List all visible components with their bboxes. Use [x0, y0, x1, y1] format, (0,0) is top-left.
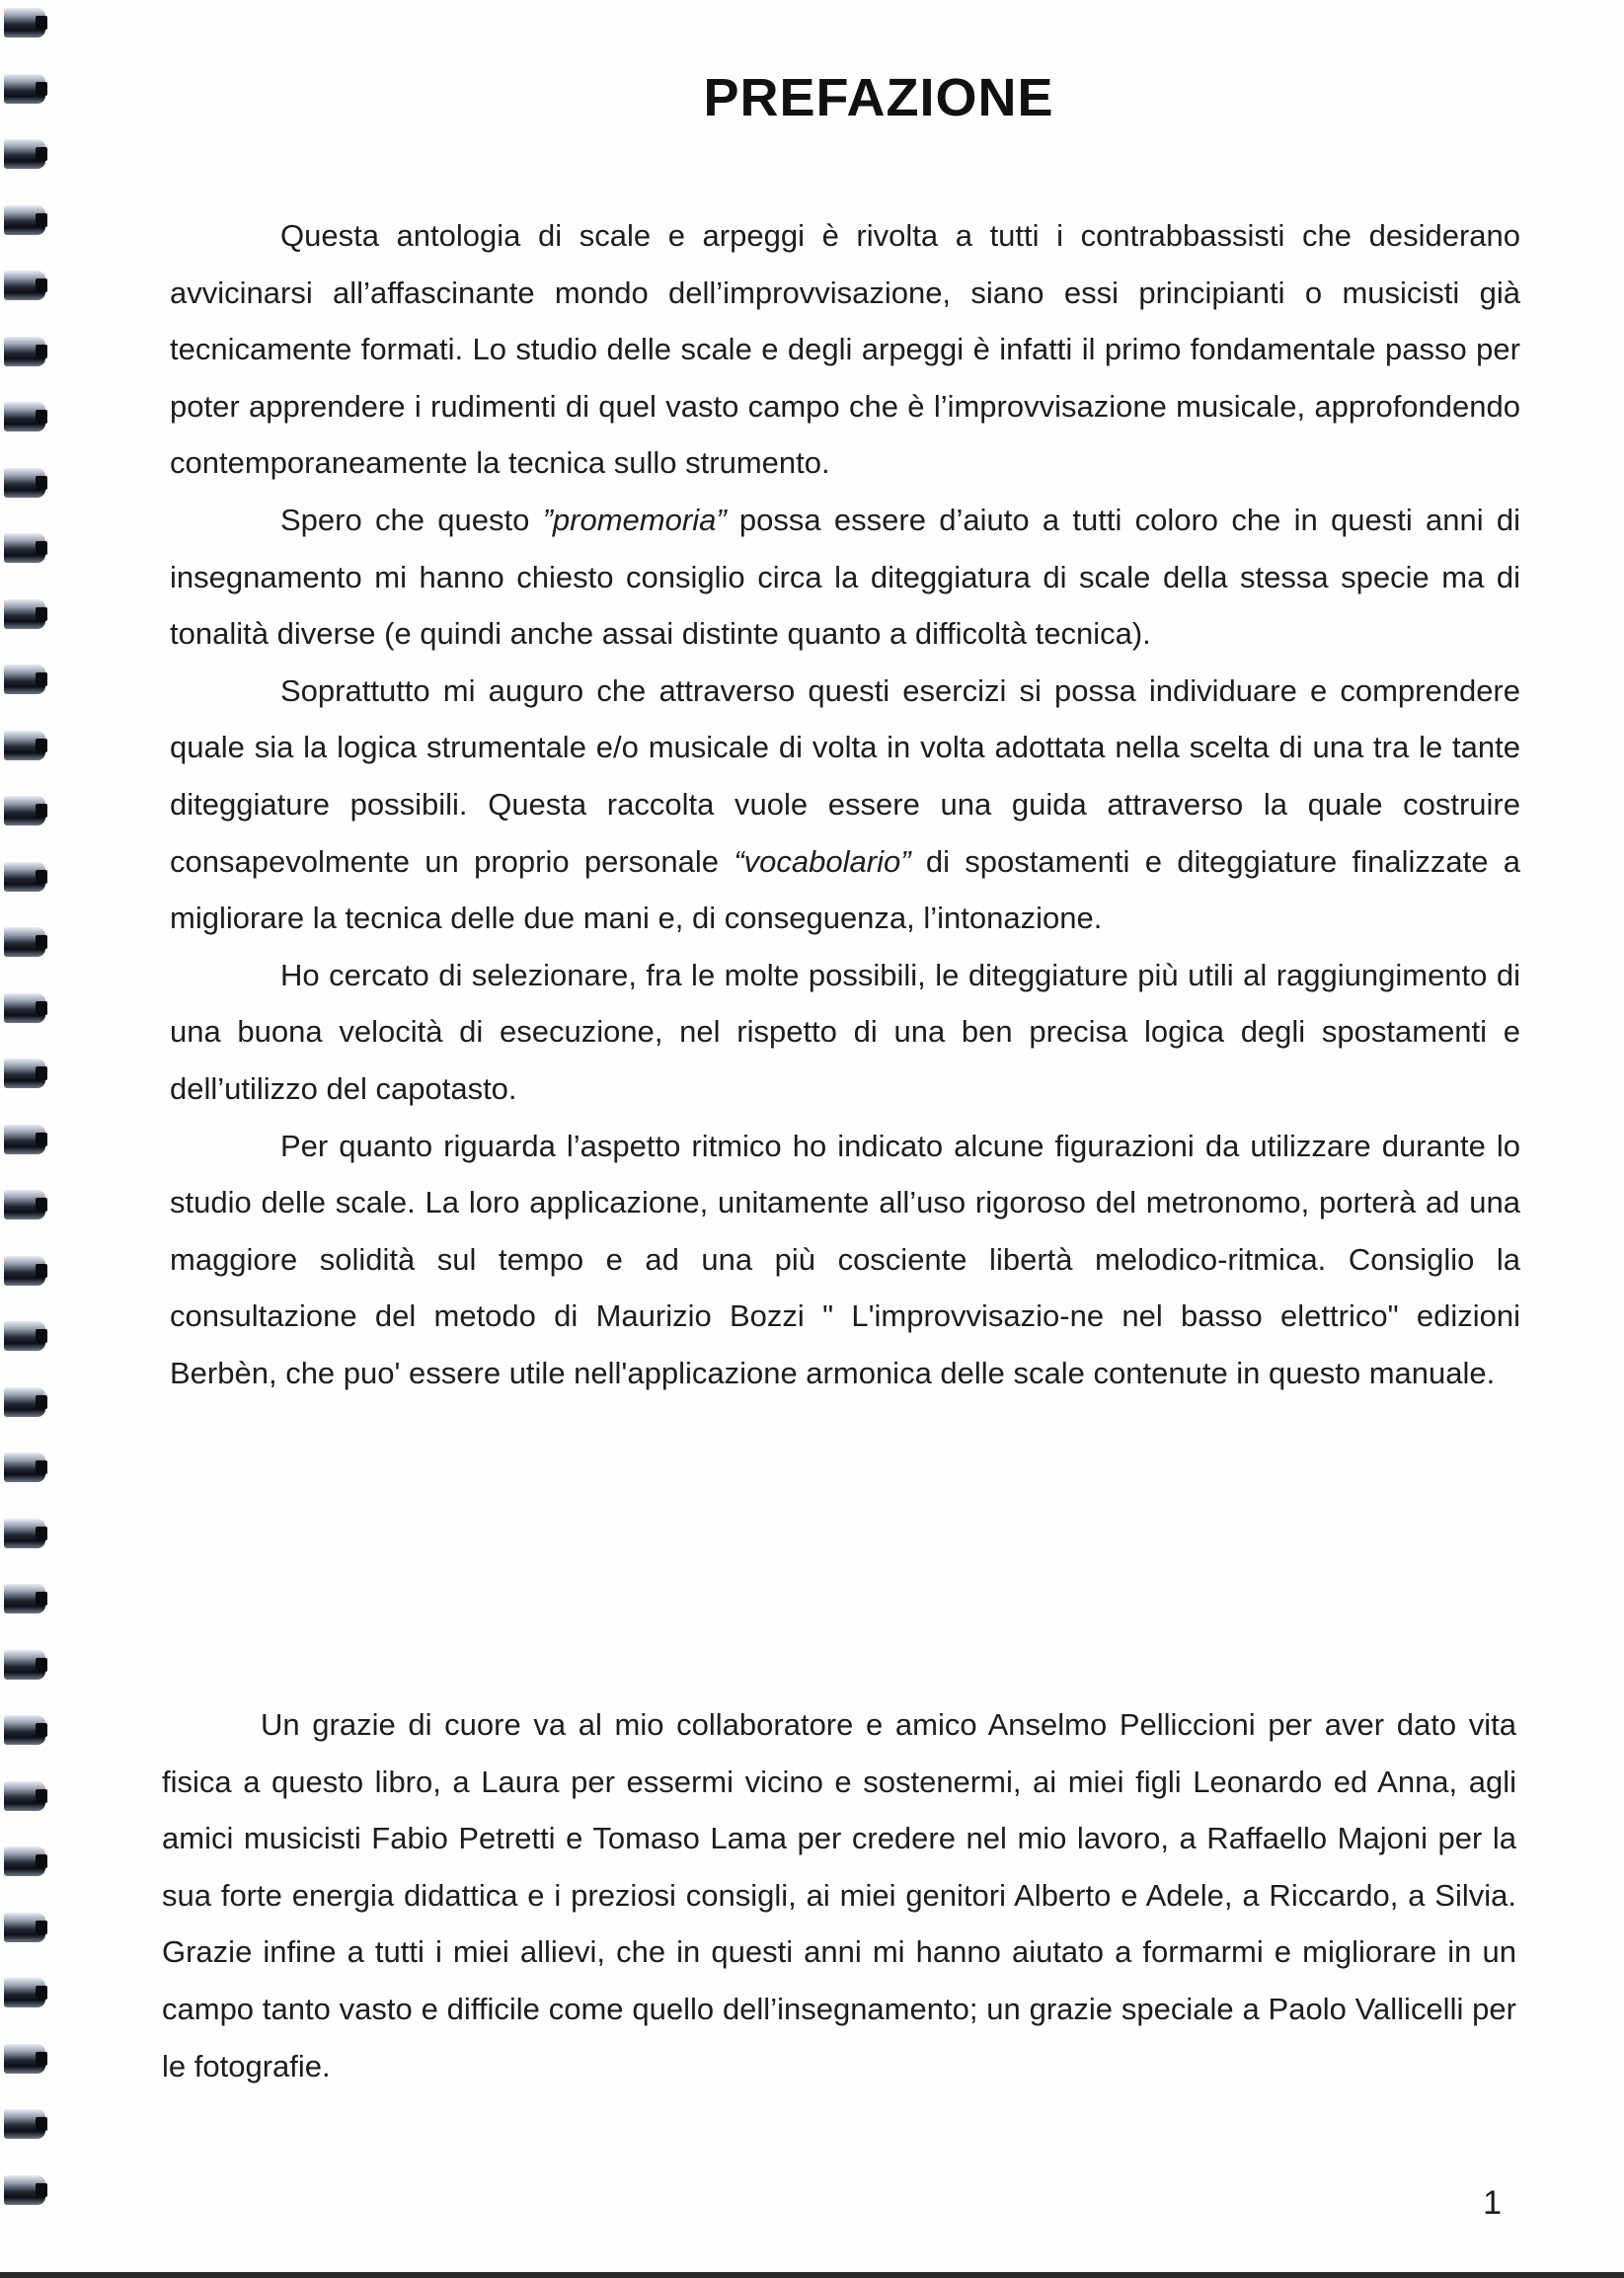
binding-ring	[4, 8, 45, 38]
binding-ring	[4, 927, 45, 957]
binding-ring	[4, 1584, 45, 1613]
binding-ring	[4, 205, 45, 235]
paragraph-2-end: possa essere d’aiuto a tutti coloro che in questi anni di insegnamento mi hanno chiesto consiglio circa la diteggiatura di scale della stessa specie ma di tonalità diverse (e quindi anche assai distinte quanto a difficoltà tecnica).	[170, 502, 1520, 652]
paragraph-5: Per quanto riguarda l’aspetto ritmico ho indicato alcune figurazioni da utilizzare durante lo studio delle scale. La loro applicazione, unitamente all’uso rigoroso del metronomo, porterà ad una maggiore solidità sul tempo e ad una più cosciente libertà melodico-ritmica. Consiglio la consultazione del metodo di Maurizio Bozzi " L'improvvisazio-ne nel basso elettrico" edizioni Berbèn, che puo' essere utile nell'applicazione armonica delle scale contenute in questo manuale.	[170, 1128, 1520, 1390]
binding-ring	[4, 2109, 45, 2139]
binding-ring	[4, 1715, 45, 1745]
binding-ring	[4, 139, 45, 169]
binding-ring	[4, 1978, 45, 2007]
paragraph-2-start: Spero che questo	[280, 502, 543, 537]
paragraph-3-start: Soprattutto mi auguro che attraverso questi esercizi si possa individuare e comprendere quale sia la logica strumentale e/o musicale di volta in volta adottata nella scelta di una tra le tante diteggiature possibili. Questa raccolta vuole essere una guida attraverso la quale costruire consapevolmente un proprio personale	[170, 672, 1520, 879]
binding-ring	[4, 468, 45, 498]
paragraph-2-emphasis: ”promemoria”	[542, 502, 727, 537]
binding-ring	[4, 862, 45, 892]
binding-ring	[4, 599, 45, 629]
binding-ring	[4, 1913, 45, 1942]
binding-ring	[4, 533, 45, 563]
paragraph-4: Ho cercato di selezionare, fra le molte possibili, le diteggiature più utili al raggiungimento di una buona velocità di esecuzione, nel rispetto di una ben precisa logica degli spostamenti e dell’utilizzo del capotasto.	[170, 957, 1520, 1106]
binding-ring	[4, 1387, 45, 1417]
page-bottom-edge	[0, 2272, 1624, 2278]
paragraph-2	[170, 492, 1520, 663]
binding-ring	[4, 1059, 45, 1088]
binding-ring	[4, 1781, 45, 1811]
paragraph-3-end: di spostamenti e diteggiature finalizzate a migliorare la tecnica delle due mani e, di conseguenza, l’intonazione.	[170, 843, 1520, 936]
binding-ring	[4, 1321, 45, 1351]
spiral-binding	[0, 0, 59, 2278]
binding-ring	[4, 1125, 45, 1154]
binding-ring	[4, 993, 45, 1023]
paragraph-3	[170, 663, 1520, 947]
binding-ring	[4, 1256, 45, 1286]
binding-ring	[4, 1190, 45, 1219]
binding-ring	[4, 1650, 45, 1680]
binding-ring	[4, 1846, 45, 1876]
binding-ring	[4, 2175, 45, 2205]
page-number: 1	[1483, 2184, 1502, 2222]
paragraph-1: Questa antologia di scale e arpeggi è rivolta a tutti i contrabbassisti che desiderano avvicinarsi all’affascinante mondo dell’improvvisazione, siano essi principianti o musicisti già tecnicamente formati. Lo studio delle scale e degli arpeggi è infatti il primo fondamentale passo per poter apprendere i rudimenti di quel vasto campo che è l’improvvisazione musicale, approfondendo contemporaneamente la tecnica sullo strumento.	[170, 218, 1520, 481]
binding-ring	[4, 2044, 45, 2074]
binding-ring	[4, 337, 45, 366]
binding-ring	[4, 1453, 45, 1482]
page-title: PREFAZIONE	[703, 68, 1054, 127]
binding-ring	[4, 1519, 45, 1548]
acknowledgements-text: Un grazie di cuore va al mio collaboratore e amico Anselmo Pelliccioni per aver dato vita fisica a questo libro, a Laura per essermi vicino e sostenermi, ai miei figli Leonardo ed Anna, agli amici musicisti Fabio Petretti e Tomaso Lama per credere nel mio lavoro, a Raffaello Majoni per la sua forte energia didattica e i preziosi consigli, ai miei genitori Alberto e Adele, a Riccardo, a Silvia. Grazie infine a tutti i miei allievi, che in questi anni mi hanno aiutato a formarmi e migliorare in un campo tanto vasto e difficile come quello dell’insegnamento; un grazie speciale a Paolo Vallicelli per le fotografie.	[162, 1707, 1516, 2083]
binding-ring	[4, 665, 45, 694]
binding-ring	[4, 271, 45, 300]
binding-ring	[4, 402, 45, 432]
acknowledgements	[162, 1696, 1516, 2094]
preface-body	[170, 207, 1520, 1401]
paragraph-3-emphasis: “vocabolario”	[734, 843, 911, 879]
binding-ring	[4, 731, 45, 760]
binding-ring	[4, 796, 45, 825]
